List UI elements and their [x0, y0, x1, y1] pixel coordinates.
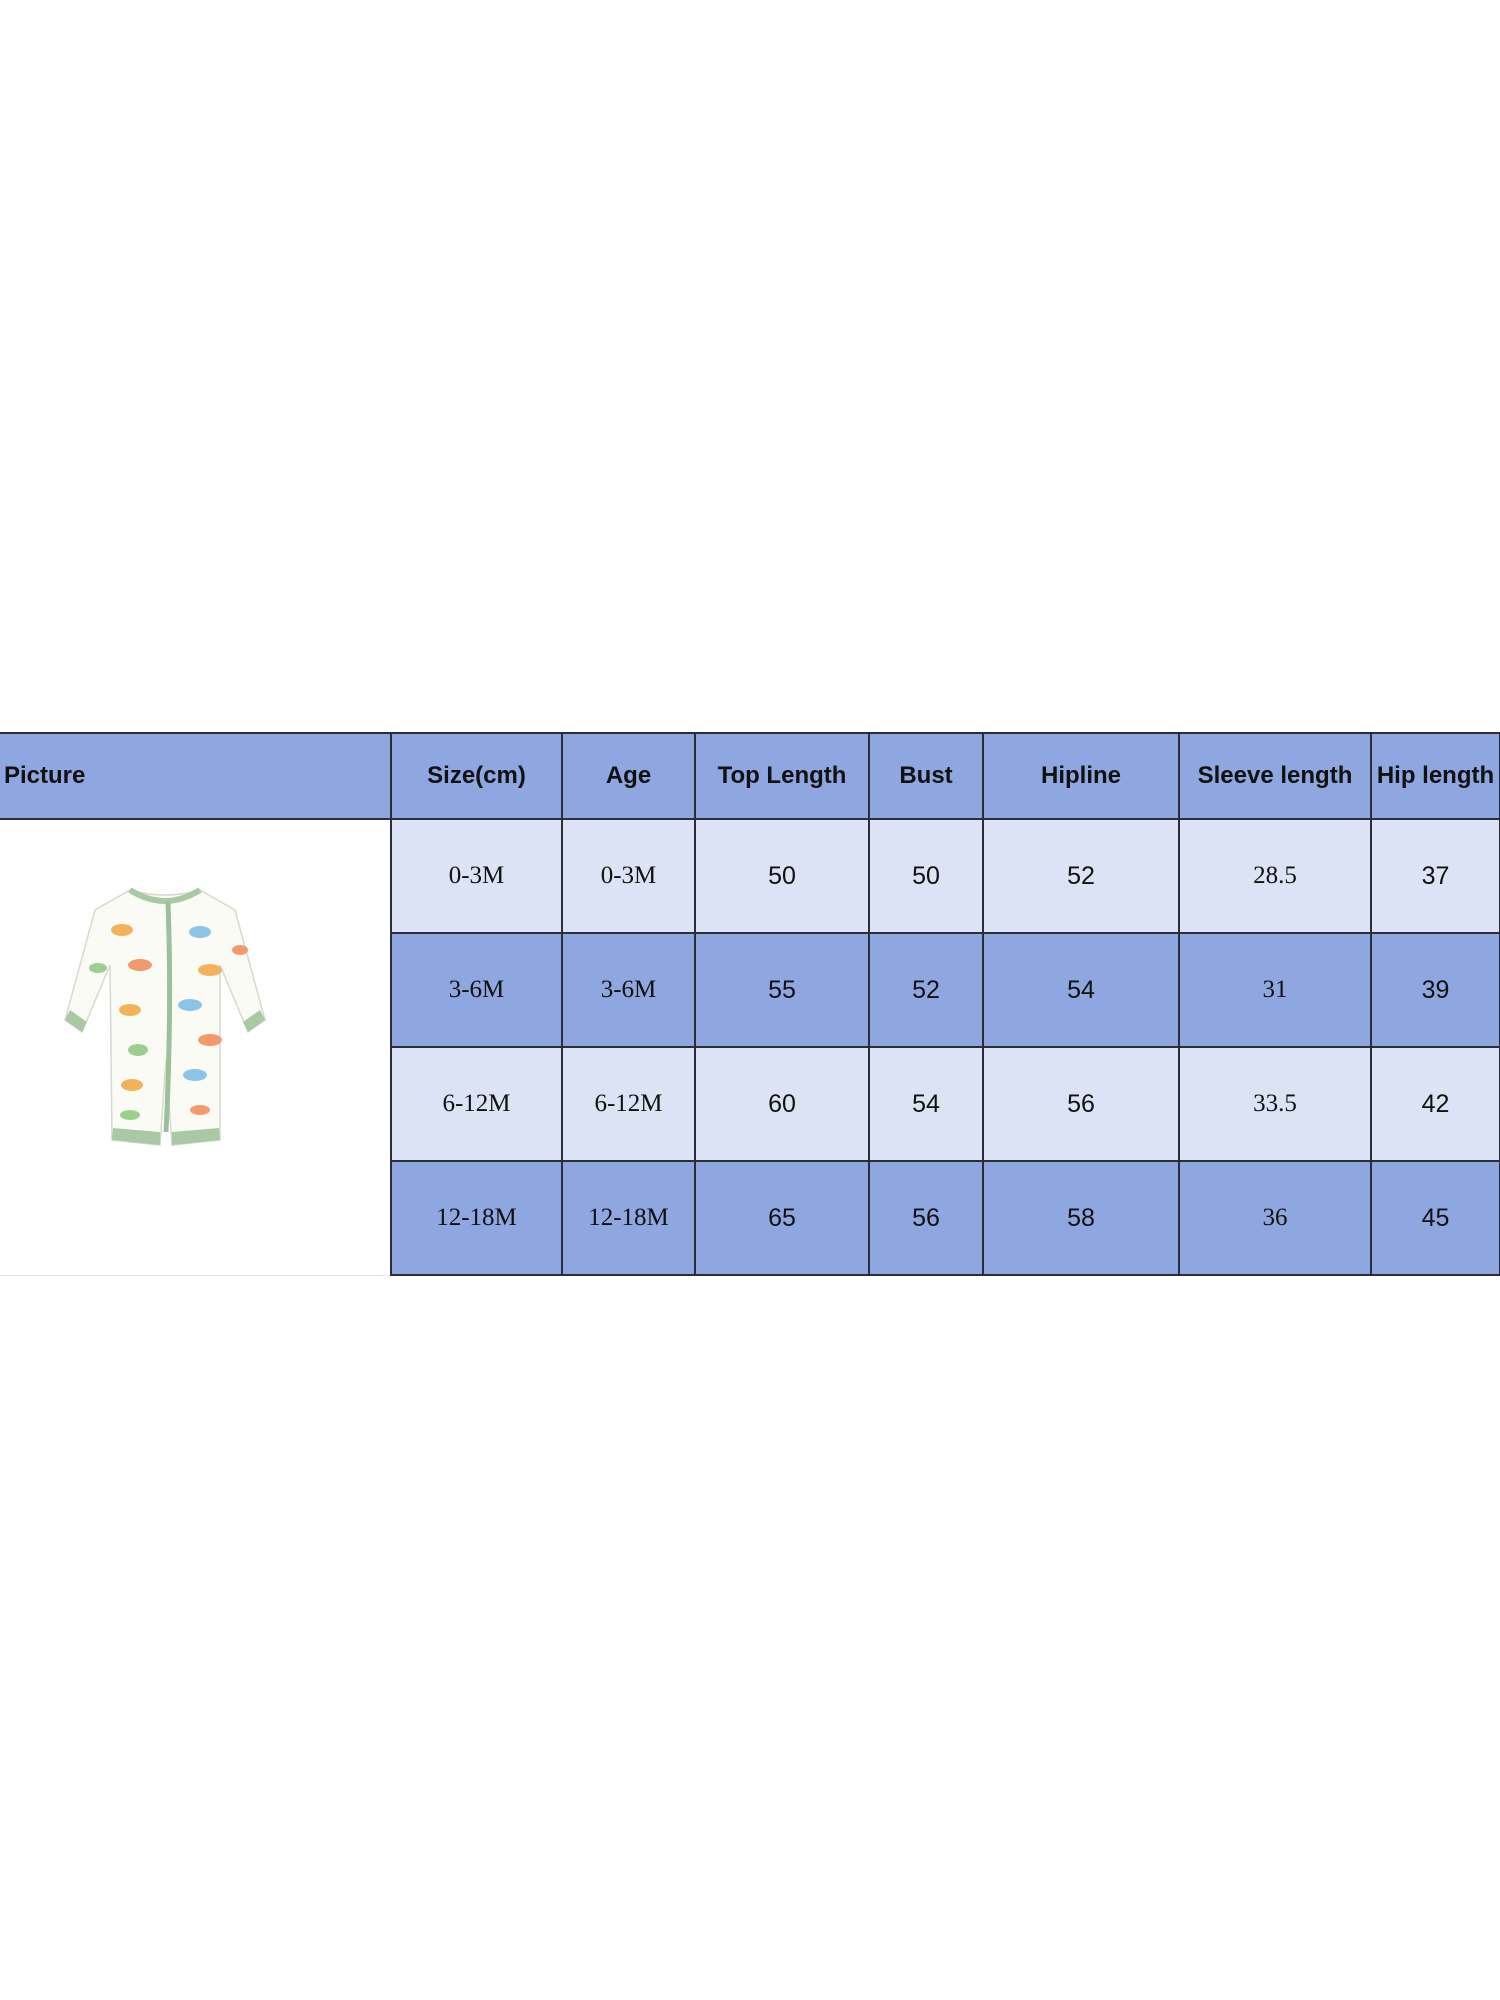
cell-age: 0-3M [562, 819, 695, 933]
cell-top-length: 65 [695, 1161, 869, 1275]
header-row [0, 733, 1500, 819]
cell-age: 6-12M [562, 1047, 695, 1161]
cell-age: 3-6M [562, 933, 695, 1047]
cell-bust: 52 [869, 933, 983, 1047]
cell-sleeve-length: 31 [1179, 933, 1371, 1047]
dinosaur-romper-icon [60, 870, 270, 1170]
cell-hip-length: 39 [1371, 933, 1500, 1047]
cell-top-length: 55 [695, 933, 869, 1047]
cell-size: 3-6M [391, 933, 562, 1047]
cell-hip-length: 45 [1371, 1161, 1500, 1275]
cell-size: 0-3M [391, 819, 562, 933]
header-bust: Bust [869, 733, 983, 819]
cell-bust: 56 [869, 1161, 983, 1275]
cell-top-length: 50 [695, 819, 869, 933]
cell-hip-length: 42 [1371, 1047, 1500, 1161]
product-picture-cell [0, 819, 391, 1275]
header-hipline: Hipline [983, 733, 1179, 819]
cell-hip-length: 37 [1371, 819, 1500, 933]
cell-top-length: 60 [695, 1047, 869, 1161]
cell-hipline: 54 [983, 933, 1179, 1047]
cell-age: 12-18M [562, 1161, 695, 1275]
header-picture: Picture [0, 733, 391, 819]
header-top-length: Top Length [695, 733, 869, 819]
cell-hipline: 56 [983, 1047, 1179, 1161]
header-age: Age [562, 733, 695, 819]
cell-hipline: 58 [983, 1161, 1179, 1275]
cell-size: 6-12M [391, 1047, 562, 1161]
header-size: Size(cm) [391, 733, 562, 819]
cell-size: 12-18M [391, 1161, 562, 1275]
size-chart-table [0, 732, 1500, 1276]
cell-sleeve-length: 36 [1179, 1161, 1371, 1275]
header-sleeve-length: Sleeve length [1179, 733, 1371, 819]
cell-bust: 50 [869, 819, 983, 933]
cell-hipline: 52 [983, 819, 1179, 933]
header-hip-length: Hip length [1371, 733, 1500, 819]
table-row [0, 819, 1500, 933]
cell-sleeve-length: 28.5 [1179, 819, 1371, 933]
cell-bust: 54 [869, 1047, 983, 1161]
cell-sleeve-length: 33.5 [1179, 1047, 1371, 1161]
